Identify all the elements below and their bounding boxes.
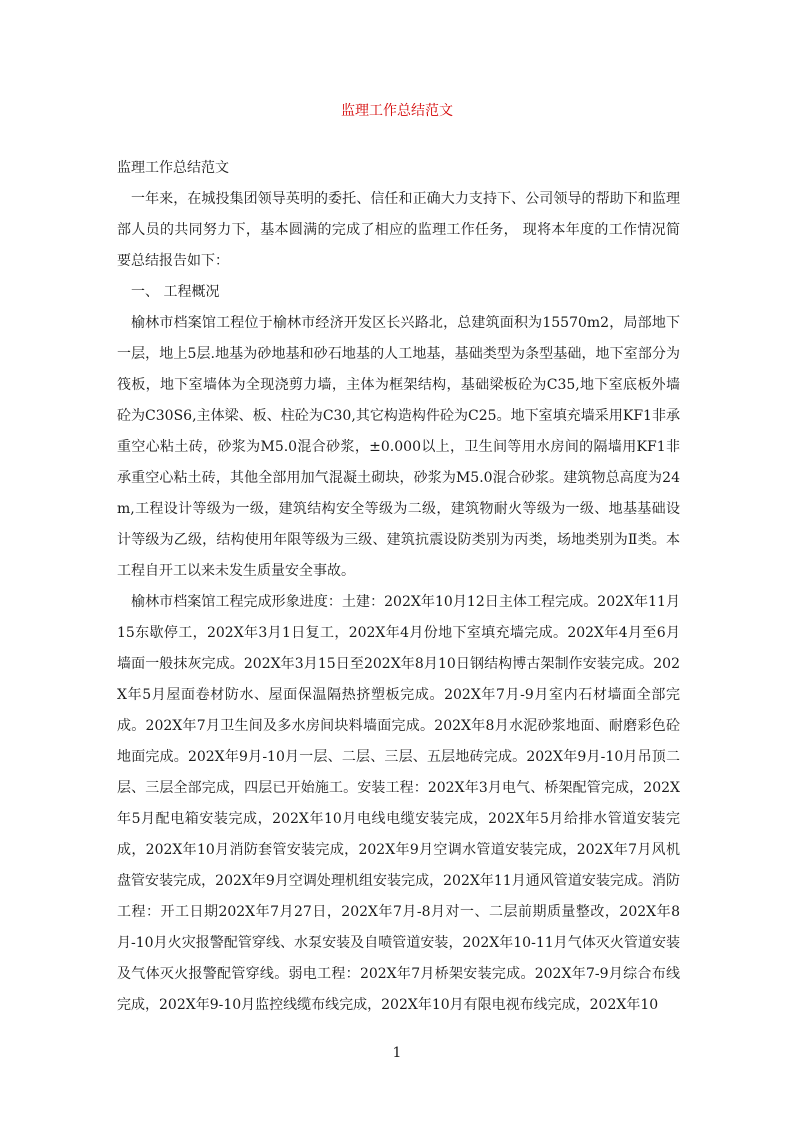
body-paragraph-intro: 一年来，在城投集团领导英明的委托、信任和正确大力支持下、公司领导的帮助下和监理部人员的共同努力下，基本圆满的完成了相应的监理工作任务， 现将本年度的工作情况简要总结报告如下： bbox=[117, 191, 680, 269]
page-number: 1 bbox=[392, 1045, 402, 1061]
document-body bbox=[117, 153, 680, 1021]
section-heading-overview: 一、 工程概况 bbox=[131, 284, 220, 300]
body-paragraph-progress: 榆林市档案馆工程完成形象进度：土建：202X年10月12日主体工程完成。202X年11月15东歇停工，202X年3月1日复工，202X年4月份地下室填充墙完成。202X年4月至6月墙面一般抹灰完成。202X年3月15日至202X年8月10日钢结构博古架制作安装完成。202X年5月屋面卷材防水、屋面保温隔热挤塑板完成。202X年7月-9月室内石材墙面全部完成。202X年7月卫生间及多水房间块料墙面完成。202X年8月水泥砂浆地面、耐磨彩色砼地面完成。202X年9月-10月一层、二层、三层、五层地砖完成。202X年9月-10月吊顶二层、三层全部完成，四层已开始施工。安装工程：202X年3月电气、桥架配管完成，202X年5月配电箱安装完成，202X年10月电线电缆安装完成，202X年5月给排水管道安装完成，202X年10月消防套管安装完成，202X年9月空调水管道安装完成，202X年7月风机盘管安装完成，202X年9月空调处理机组安装完成，202X年11月通风管道安装完成。消防工程：开工日期202X年7月27日，202X年7月-8月对一、二层前期质量整改，202X年8月-10月火灾报警配管穿线、水泵安装及自喷管道安装，202X年10-11月气体灭火管道安装及气体灭火报警配管穿线。弱电工程：202X年7月桥架安装完成。202X年7-9月综合布线完成，202X年9-10月监控线缆布线完成，202X年10月有限电视布线完成，202X年10 bbox=[117, 594, 680, 1013]
body-paragraph-heading: 监理工作总结范文 bbox=[117, 160, 229, 176]
body-paragraph-overview: 榆林市档案馆工程位于榆林市经济开发区长兴路北，总建筑面积为15570m2，局部地下一层，地上5层.地基为砂地基和砂石地基的人工地基，基础类型为条型基础，地下室部分为筏板，地下室墙体为全现浇剪力墙，主体为框架结构，基础梁板砼为C35,地下室底板外墙砼为C30S6,主体梁、板、柱砼为C30,其它构造构件砼为C25。地下室填充墙采用KF1非承重空心粘土砖，砂浆为M5.0混合砂浆，±0.000以上，卫生间等用水房间的隔墙用KF1非承重空心粘土砖，其他全部用加气混凝土砌块，砂浆为M5.0混合砂浆。建筑物总高度为24m,工程设计等级为一级，建筑结构安全等级为二级，建筑物耐火等级为一级、地基基础设计等级为乙级，结构使用年限等级为三级、建筑抗震设防类别为丙类，场地类别为Ⅱ类。本工程自开工以来未发生质量安全事故。 bbox=[117, 315, 680, 579]
document-title: 监理工作总结范文 bbox=[341, 103, 453, 119]
